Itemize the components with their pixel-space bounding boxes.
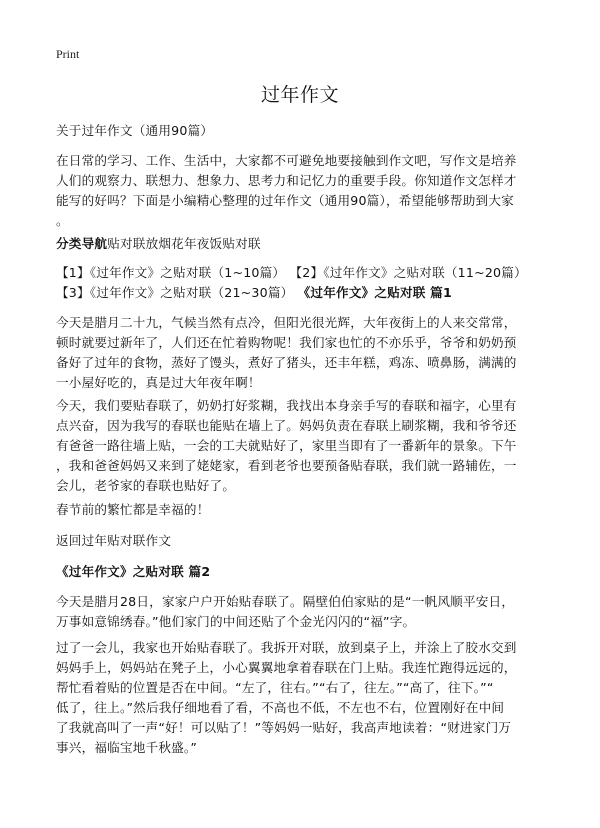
toc-link-1[interactable]: 【1】《过年作文》之贴对联（1~10篇） (56, 265, 286, 280)
article-1-paragraph-2 (56, 396, 550, 496)
text-line: 帮忙看着贴的位置是否在中间。“左了，往右。”“右了，往左。”“高了，往下。”“ (56, 680, 494, 695)
intro-line-1: 在日常的学习、工作、生活中，大家都不可避免地要接触到作文吧，写作文是培养 (56, 153, 517, 168)
text-line: 今天，我们要贴春联了，奶奶打好浆糊，我找出本身亲手写的春联和福字，心里有 (56, 398, 517, 413)
article-1-paragraph-1 (56, 313, 550, 393)
print-link[interactable]: Print (56, 47, 80, 61)
intro-line-3: 能写的好吗？下面是小编精心整理的过年作文（通用90篇），希望能够帮助到大家 (56, 193, 514, 208)
article-2-paragraph-1 (56, 592, 550, 632)
intro-line-4: 。 (56, 213, 69, 228)
text-line: 今天是腊月二十九，气候当然有点冷，但阳光很光辉，大年夜街上的人来交常常， (56, 315, 517, 330)
text-line: 事兴，福临宝地千秋盛。” (56, 740, 198, 755)
back-to-category-link[interactable]: 返回过年贴对联作文 (56, 533, 172, 548)
table-of-contents (56, 263, 550, 303)
toc-link-2[interactable]: 【2】《过年作文》之贴对联（11~20篇） (289, 265, 527, 280)
nav-link-tiedui[interactable]: 贴对联 (107, 236, 146, 251)
text-line: 顿时就要过新年了，人们还在忙着购物呢！我们家也忙的不亦乐乎，爷爷和奶奶预 (56, 335, 517, 350)
text-line: 过了一会儿，我家也开始贴春联了。我拆开对联，放到桌子上，并涂上了胶水交到 (56, 640, 517, 655)
text-line: 妈妈手上，妈妈站在凳子上，小心翼翼地拿着春联在门上贴。我连忙跑得远远的， (56, 660, 517, 675)
nav-link-yanhua[interactable]: 放烟花 (145, 236, 184, 251)
nav-link-nianyefan[interactable]: 年夜饭 (183, 236, 223, 251)
article-2-paragraph-2 (56, 638, 550, 758)
toc-link-3[interactable]: 【3】《过年作文》之贴对联（21~30篇） (56, 285, 294, 300)
text-line: 有爸爸一路往墙上贴，一会的工夫就贴好了，家里当即有了一番新年的景象。下午 (56, 438, 517, 453)
intro-paragraph (56, 151, 550, 231)
intro-line: 关于过年作文（通用90篇） (56, 123, 214, 138)
text-line: 点兴奋，因为我写的春联也能贴在墙上了。妈妈负责在春联上刷浆糊，我和爷爷还 (56, 418, 517, 433)
page-title: 过年作文 (260, 84, 339, 106)
article-2-heading: 《过年作文》之贴对联 篇2 (56, 564, 211, 579)
text-line: 会儿，老爷家的春联也贴好了。 (56, 478, 236, 493)
text-line: 万事如意锦绣春。”他们家门的中间还贴了个金光闪闪的“福”字。 (56, 614, 416, 629)
category-nav-label: 分类导航 (56, 236, 108, 251)
text-line: 了我就高叫了一声“好！可以贴了！”等妈妈一贴好，我高声地读着：“财进家门万 (56, 720, 512, 735)
text-line: 低了，往上。”然后我仔细地看了看，不高也不低，不左也不右，位置刚好在中间 (56, 700, 505, 715)
text-line: 备好了过年的食物，蒸好了馒头，煮好了猪头，还丰年糕，鸡冻、喷鼻肠，满满的 (56, 355, 517, 370)
intro-line-2: 人们的观察力、联想力、想象力、思考力和记忆力的重要手段。你知道作文怎样才 (56, 173, 517, 188)
nav-link-tiedui-2[interactable]: 贴对联 (222, 236, 261, 251)
text-line: 今天是腊月28日，家家户户开始贴春联了。隔壁伯伯家贴的是“一帆风顺平安日， (56, 594, 515, 609)
article-1-paragraph-3: 春节前的繁忙都是幸福的！ (56, 502, 210, 517)
article-1-heading: 《过年作文》之贴对联 篇1 (297, 285, 452, 300)
text-line: ，我和爸爸妈妈又来到了姥姥家，看到老爷也要预备贴春联，我们就一路辅佐，一 (56, 458, 517, 473)
text-line: 一小屋好吃的，真是过大年夜年啊！ (56, 375, 261, 390)
category-nav (56, 234, 550, 254)
